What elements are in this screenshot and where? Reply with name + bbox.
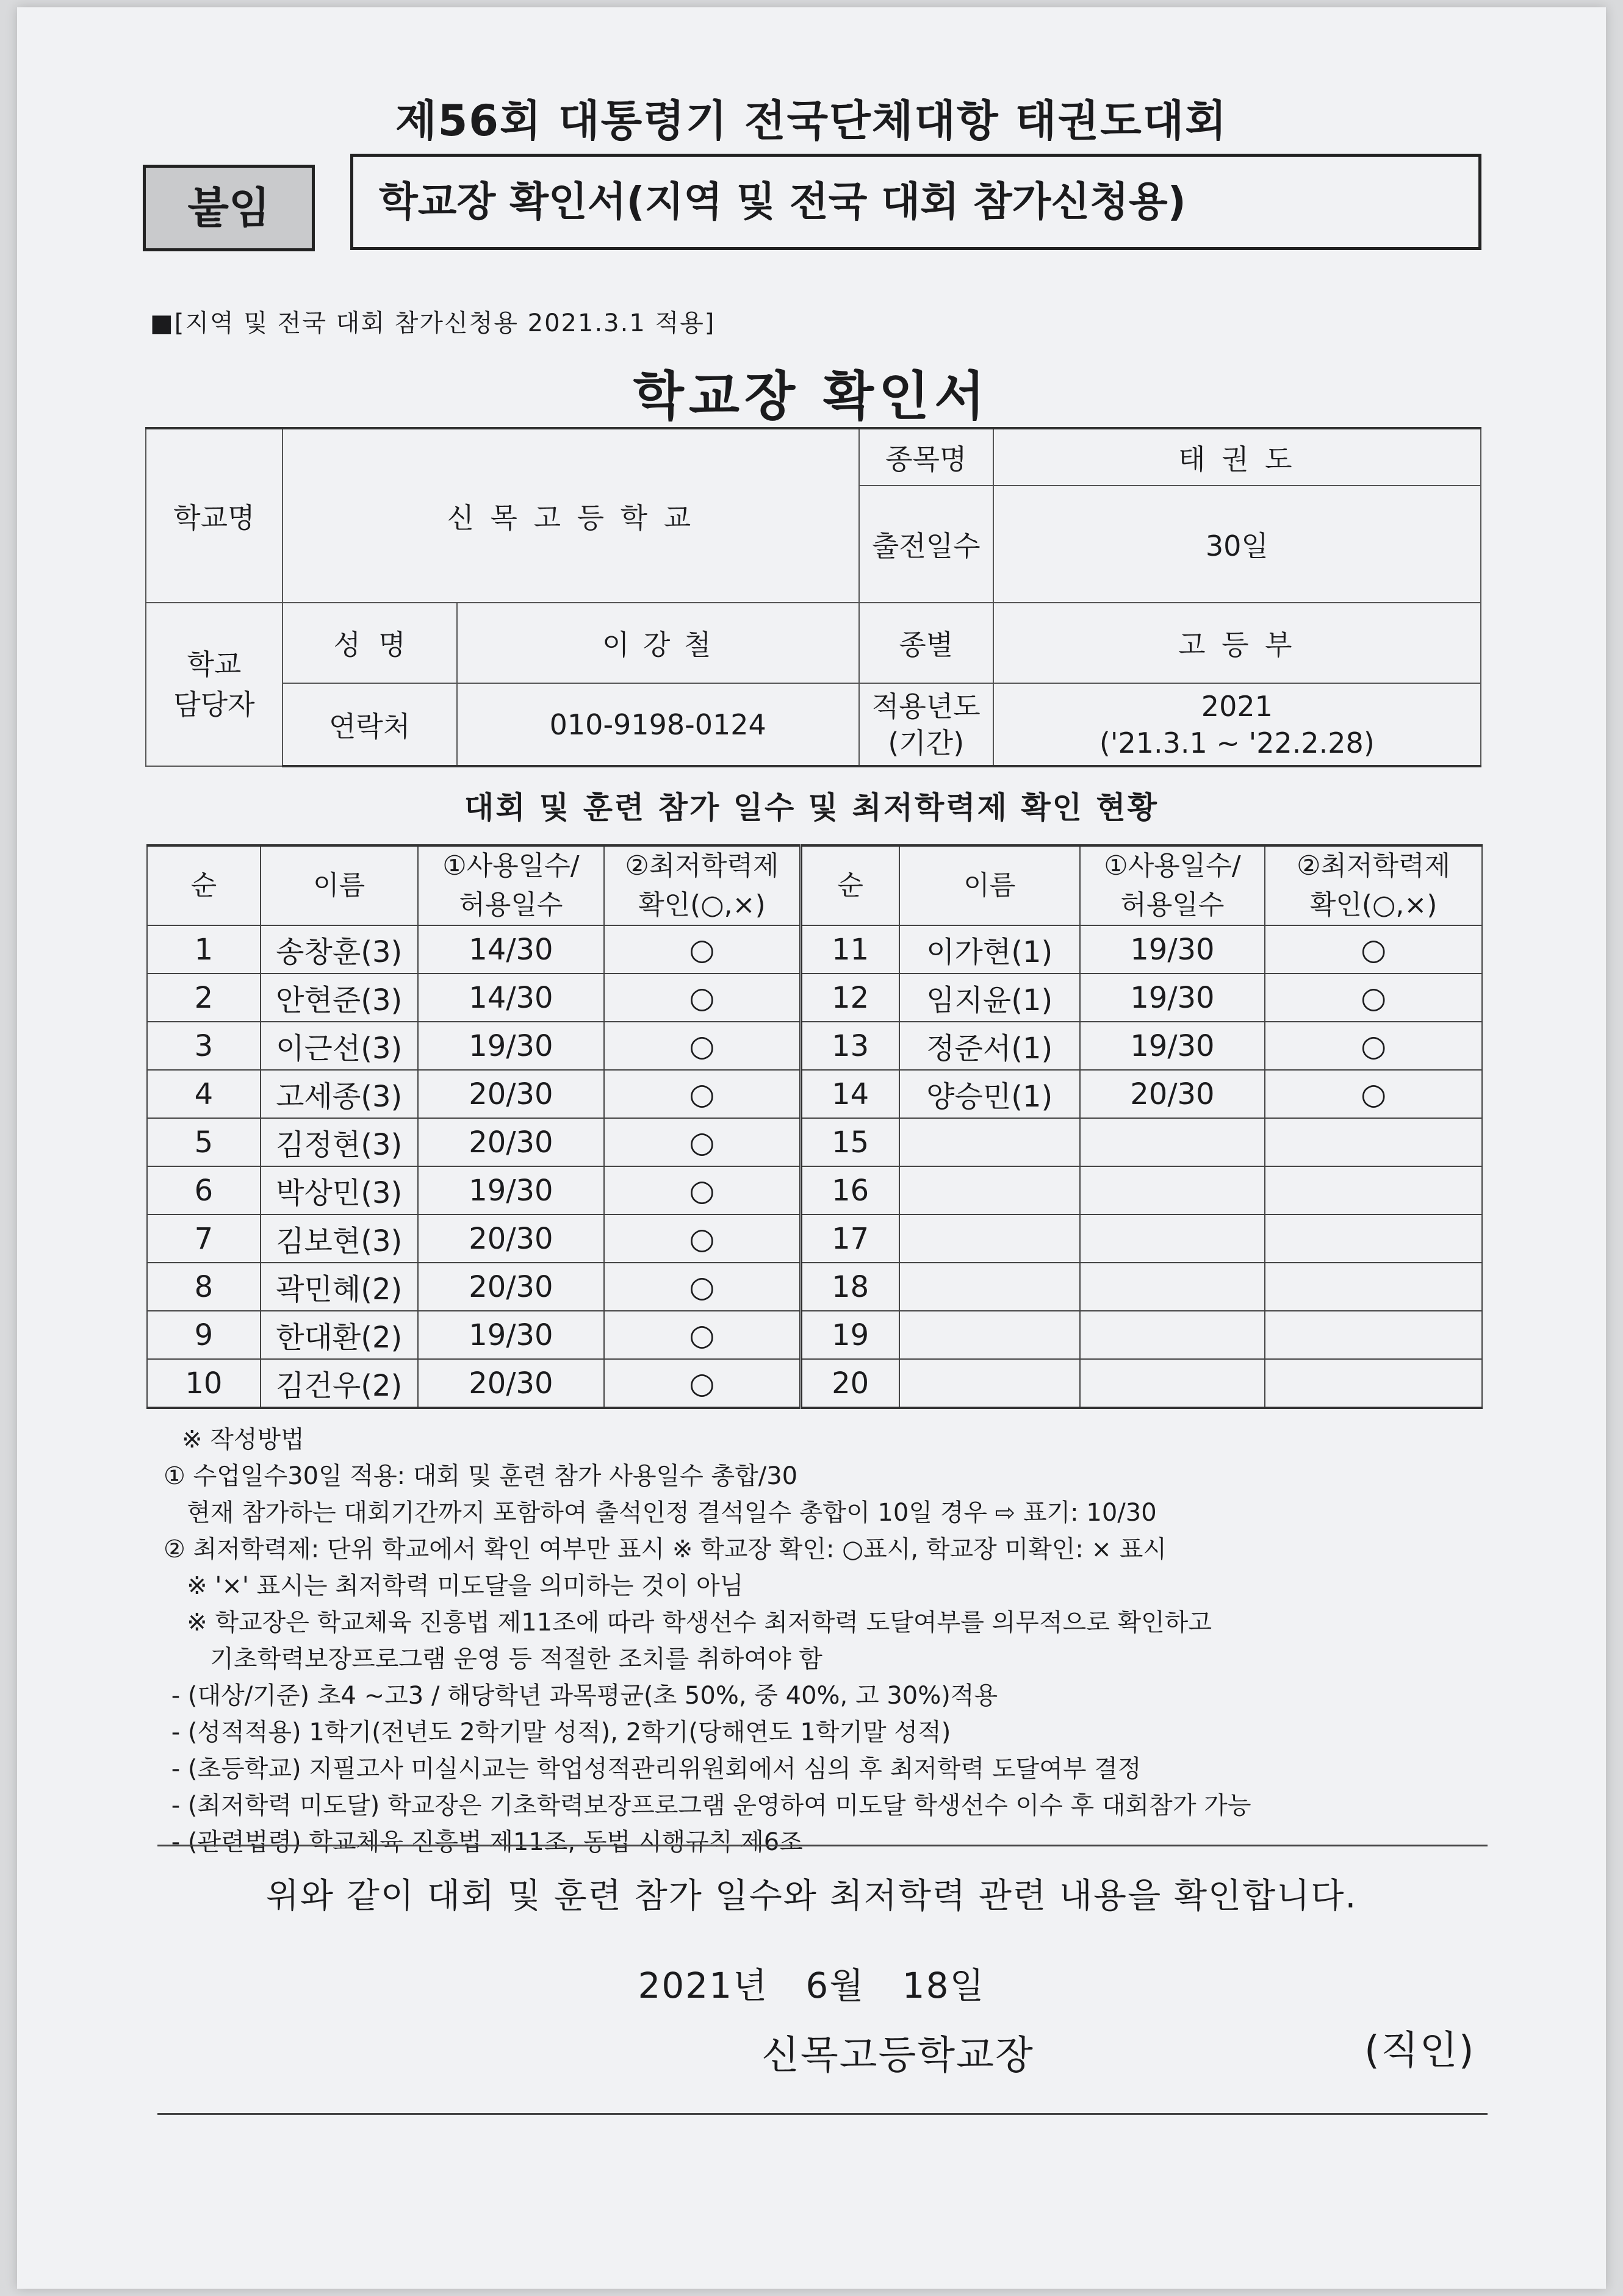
row-check: ○ xyxy=(1265,925,1482,974)
row-days: 19/30 xyxy=(418,1311,605,1359)
row-no: 15 xyxy=(801,1118,899,1166)
document-title: 학교장 확인서 xyxy=(633,366,990,427)
header-name: 이름 xyxy=(899,845,1080,925)
note-line: - (성적적용) 1학기(전년도 2학기말 성적), 2학기(당해연도 1학기말 성적) xyxy=(164,1718,951,1746)
note-line: ② 최저학력제: 단위 학교에서 확인 여부만 표시 ※ 학교장 확인: ○표시, 학교장 미확인: × 표시 xyxy=(164,1535,1167,1563)
attachment-label: 붙임 xyxy=(143,165,315,251)
writing-guide xyxy=(164,1421,1506,1860)
header-no: 순 xyxy=(801,845,899,925)
roster-title: 대회 및 훈련 참가 일수 및 최저학력제 확인 현황 xyxy=(464,790,1159,825)
row-days: 19/30 xyxy=(418,1022,605,1070)
event-title: 제56회 대통령기 전국단체대항 태권도대회 xyxy=(395,96,1228,146)
table-row xyxy=(147,974,1482,1022)
row-name xyxy=(899,1263,1080,1311)
days-value: 30일 xyxy=(993,486,1481,603)
table-row xyxy=(147,1263,1482,1311)
row-days: 20/30 xyxy=(418,1263,605,1311)
row-check xyxy=(1265,1118,1482,1166)
note-line: ① 수업일수30일 적용: 대회 및 훈련 참가 사용일수 총합/30 xyxy=(164,1462,798,1490)
row-days: 14/30 xyxy=(418,974,605,1022)
row-name: 정준서(1) xyxy=(899,1022,1080,1070)
row-name xyxy=(899,1214,1080,1263)
row-name xyxy=(899,1118,1080,1166)
row-check: ○ xyxy=(604,1311,801,1359)
row-check: ○ xyxy=(604,1166,801,1214)
row-check: ○ xyxy=(604,1359,801,1408)
header-days: ①사용일수/ 허용일수 xyxy=(1080,845,1265,925)
row-no: 11 xyxy=(801,925,899,974)
header-days: ①사용일수/ 허용일수 xyxy=(418,845,605,925)
row-days: 20/30 xyxy=(418,1070,605,1118)
row-check: ○ xyxy=(604,1022,801,1070)
document-page xyxy=(17,7,1606,2289)
table-row xyxy=(147,1359,1482,1408)
row-check xyxy=(1265,1359,1482,1408)
row-no: 16 xyxy=(801,1166,899,1214)
row-no: 4 xyxy=(147,1070,261,1118)
row-name: 이가현(1) xyxy=(899,925,1080,974)
row-days: 19/30 xyxy=(1080,974,1265,1022)
row-no: 14 xyxy=(801,1070,899,1118)
note-line: ※ 학교장은 학교체육 진흥법 제11조에 따라 학생선수 최저학력 도달여부를 의무적으로 확인하고 xyxy=(164,1609,1212,1637)
note-line: ※ 작성방법 xyxy=(182,1426,304,1454)
row-name: 김보현(3) xyxy=(261,1214,418,1263)
year-label: 적용년도 (기간) xyxy=(859,683,993,766)
days-label: 출전일수 xyxy=(859,486,993,603)
row-no: 5 xyxy=(147,1118,261,1166)
note-line: ※ '×' 표시는 최저학력 미도달을 의미하는 것이 아님 xyxy=(164,1572,744,1600)
contact-value: 010-9198-0124 xyxy=(457,683,859,766)
division-value: 고 등 부 xyxy=(993,603,1481,683)
row-no: 6 xyxy=(147,1166,261,1214)
header-no: 순 xyxy=(147,845,261,925)
row-no: 13 xyxy=(801,1022,899,1070)
row-days xyxy=(1080,1311,1265,1359)
divider xyxy=(157,1845,1488,1846)
row-name xyxy=(899,1359,1080,1408)
note-line: - (관련법령) 학교체육 진흥법 제11조, 동법 시행규칙 제6조 xyxy=(164,1828,803,1856)
row-name: 송창훈(3) xyxy=(261,925,418,974)
name-value: 이 강 철 xyxy=(457,603,859,683)
row-days xyxy=(1080,1263,1265,1311)
row-name xyxy=(899,1311,1080,1359)
row-days xyxy=(1080,1359,1265,1408)
year-value: 2021 ('21.3.1 ~ '22.2.28) xyxy=(993,683,1481,766)
divider xyxy=(157,2113,1488,2115)
row-no: 2 xyxy=(147,974,261,1022)
row-name: 곽민혜(2) xyxy=(261,1263,418,1311)
row-check: ○ xyxy=(604,1214,801,1263)
table-row xyxy=(147,925,1482,974)
row-days xyxy=(1080,1214,1265,1263)
row-days: 19/30 xyxy=(1080,1022,1265,1070)
table-row xyxy=(147,1214,1482,1263)
row-check: ○ xyxy=(604,1070,801,1118)
row-check xyxy=(1265,1311,1482,1359)
name-label: 성 명 xyxy=(282,603,457,683)
row-name: 김정현(3) xyxy=(261,1118,418,1166)
school-label: 학교명 xyxy=(146,428,282,603)
row-no: 18 xyxy=(801,1263,899,1311)
row-no: 7 xyxy=(147,1214,261,1263)
confirmation-statement: 위와 같이 대회 및 훈련 참가 일수와 최저학력 관련 내용을 확인합니다. xyxy=(265,1876,1358,1916)
note-line: 기초학력보장프로그램 운영 등 적절한 조치를 취하여야 함 xyxy=(164,1645,822,1673)
row-check xyxy=(1265,1166,1482,1214)
table-row xyxy=(147,1118,1482,1166)
row-check xyxy=(1265,1263,1482,1311)
header-name: 이름 xyxy=(261,845,418,925)
row-check: ○ xyxy=(604,974,801,1022)
contact-label: 연락처 xyxy=(282,683,457,766)
row-name: 고세종(3) xyxy=(261,1070,418,1118)
form-name-box: 학교장 확인서(지역 및 전국 대회 참가신청용) xyxy=(350,154,1481,250)
school-value: 신 목 고 등 학 교 xyxy=(282,428,859,603)
row-check: ○ xyxy=(1265,1022,1482,1070)
row-days xyxy=(1080,1118,1265,1166)
row-check: ○ xyxy=(604,925,801,974)
table-row xyxy=(147,1070,1482,1118)
row-days: 20/30 xyxy=(1080,1070,1265,1118)
issue-date: 2021년 6월 18일 xyxy=(638,1965,985,2006)
sport-label: 종목명 xyxy=(859,428,993,486)
row-days: 20/30 xyxy=(418,1118,605,1166)
row-check xyxy=(1265,1214,1482,1263)
table-row xyxy=(147,1022,1482,1070)
note-line: - (초등학교) 지필고사 미실시교는 학업성적관리위원회에서 심의 후 최저학력 도달여부 결정 xyxy=(164,1755,1142,1783)
row-no: 10 xyxy=(147,1359,261,1408)
note-line: - (최저학력 미도달) 학교장은 기초학력보장프로그램 운영하여 미도달 학생선수 이수 후 대회참가 가능 xyxy=(164,1792,1251,1820)
row-no: 9 xyxy=(147,1311,261,1359)
row-check: ○ xyxy=(1265,1070,1482,1118)
row-no: 17 xyxy=(801,1214,899,1263)
table-row xyxy=(147,1166,1482,1214)
row-no: 1 xyxy=(147,925,261,974)
row-name: 임지윤(1) xyxy=(899,974,1080,1022)
row-no: 3 xyxy=(147,1022,261,1070)
table-row xyxy=(147,1311,1482,1359)
row-no: 19 xyxy=(801,1311,899,1359)
seal-mark: (직인) xyxy=(1364,2028,1475,2073)
row-name: 안현준(3) xyxy=(261,974,418,1022)
row-check: ○ xyxy=(604,1263,801,1311)
roster-table xyxy=(146,844,1483,1409)
row-check: ○ xyxy=(604,1118,801,1166)
header-check: ②최저학력제 확인(○,×) xyxy=(1265,845,1482,925)
row-no: 12 xyxy=(801,974,899,1022)
row-name: 이근선(3) xyxy=(261,1022,418,1070)
row-check: ○ xyxy=(1265,974,1482,1022)
row-name: 박상민(3) xyxy=(261,1166,418,1214)
division-label: 종별 xyxy=(859,603,993,683)
manager-label: 학교 담당자 xyxy=(146,603,282,766)
row-days: 20/30 xyxy=(418,1359,605,1408)
row-no: 8 xyxy=(147,1263,261,1311)
info-table xyxy=(145,427,1481,767)
row-days: 19/30 xyxy=(418,1166,605,1214)
row-name xyxy=(899,1166,1080,1214)
row-name: 김건우(2) xyxy=(261,1359,418,1408)
sport-value: 태 권 도 xyxy=(993,428,1481,486)
row-days: 20/30 xyxy=(418,1214,605,1263)
row-days: 14/30 xyxy=(418,925,605,974)
row-no: 20 xyxy=(801,1359,899,1408)
header-check: ②최저학력제 확인(○,×) xyxy=(604,845,801,925)
note-line: - (대상/기준) 초4 ~고3 / 해당학년 과목평균(초 50%, 중 40%, 고 30%)적용 xyxy=(164,1682,998,1710)
row-name: 양승민(1) xyxy=(899,1070,1080,1118)
principal-name: 신목고등학교장 xyxy=(761,2033,1034,2078)
row-days xyxy=(1080,1166,1265,1214)
row-days: 19/30 xyxy=(1080,925,1265,974)
note-line: 현재 참가하는 대회기간까지 포함하여 출석인정 결석일수 총합이 10일 경우 ⇨ 표기: 10/30 xyxy=(164,1499,1157,1527)
row-name: 한대환(2) xyxy=(261,1311,418,1359)
apply-note: ■[지역 및 전국 대회 참가신청용 2021.3.1 적용] xyxy=(150,309,716,337)
